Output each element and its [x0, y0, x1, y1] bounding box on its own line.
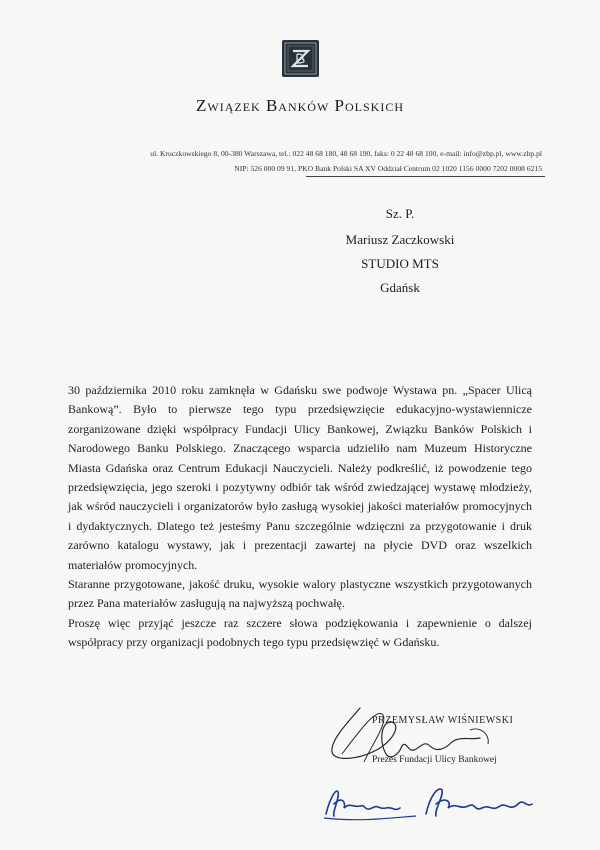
zbp-logo-icon [282, 40, 319, 77]
body-paragraph-3: Proszę więc przyjąć jeszcze raz szczere słowa podziękowania i zapewnienie o dalszej współpracy przy organizacji podobnych tego typu przedsięwzięć w Gdańsku. [68, 615, 532, 650]
body-paragraph-1: 30 października 2010 roku zamknęła w Gdańsku swe podwoje Wystawa pn. „Spacer Ulicą Bankową”. Było to pierwsze tego typu przedsięwzięcie edukacyjno-wystawiennicze zorganizowane dzięki współpracy Fundacji Ulicy Bankowej, Związku Banków Polskich i Narodowego Banku Polskiego. Znaczącego wsparcia udzieliło nam Muzeum Historyczne Miasta Gdańska oraz Centrum Edukacji Nauczycieli. Należy podkreślić, iż powodzenie tego przedsięwzięcia, jego szeroki i pozytywny odbiór tak wśród zwiedzającej wystawę młodzieży, jak wśród nauczycieli i organizatorów było zasługą wysokiej jakości materiałów promocyjnych i dydaktycznych. Dlatego też jesteśmy Panu szczególnie wdzięczni za przygotowanie i druk zarówno katalogu wystawy, jak i prezentacji zawartej na płycie DVD oraz wszelkich materiałów promocyjnych. [68, 383, 532, 572]
recipient-company: STUDIO MTS [361, 256, 439, 271]
recipient-salutation: Sz. P. [385, 206, 415, 221]
contact-bank-line: NIP: 526 000 09 91, PKO Bank Polski SA XV Oddział Centrum 02 1020 1156 0000 7202 0008 6215 [234, 164, 542, 173]
second-handwritten-signature-icon [320, 778, 540, 828]
letterhead-divider [306, 176, 545, 177]
letter-body [68, 381, 532, 653]
signatory-title: Prezes Fundacji Ulicy Bankowej [372, 755, 497, 765]
body-paragraph-2: Staranne przygotowane, jakość druku, wysokie walory plastyczne wszystkich przygotowanych przez Pana materiałów zasługują na najwyższą pochwałę. [68, 577, 532, 611]
zbp-logo [282, 40, 319, 77]
organization-name: Związek Banków Polskich [196, 96, 404, 115]
contact-address-line: ul. Kruczkowskiego 8, 00-380 Warszawa, tel.: 022 48 68 180, 48 68 190, faks: 0 22 48 68 100, e-mail: info@zbp.pl, www.zbp.pl [150, 149, 542, 158]
signatory-name: PRZEMYSŁAW WIŚNIEWSKI [372, 715, 514, 726]
recipient-name: Mariusz Zaczkowski [345, 232, 455, 247]
recipient-city: Gdańsk [380, 280, 420, 295]
handwritten-signature-icon [320, 700, 540, 780]
